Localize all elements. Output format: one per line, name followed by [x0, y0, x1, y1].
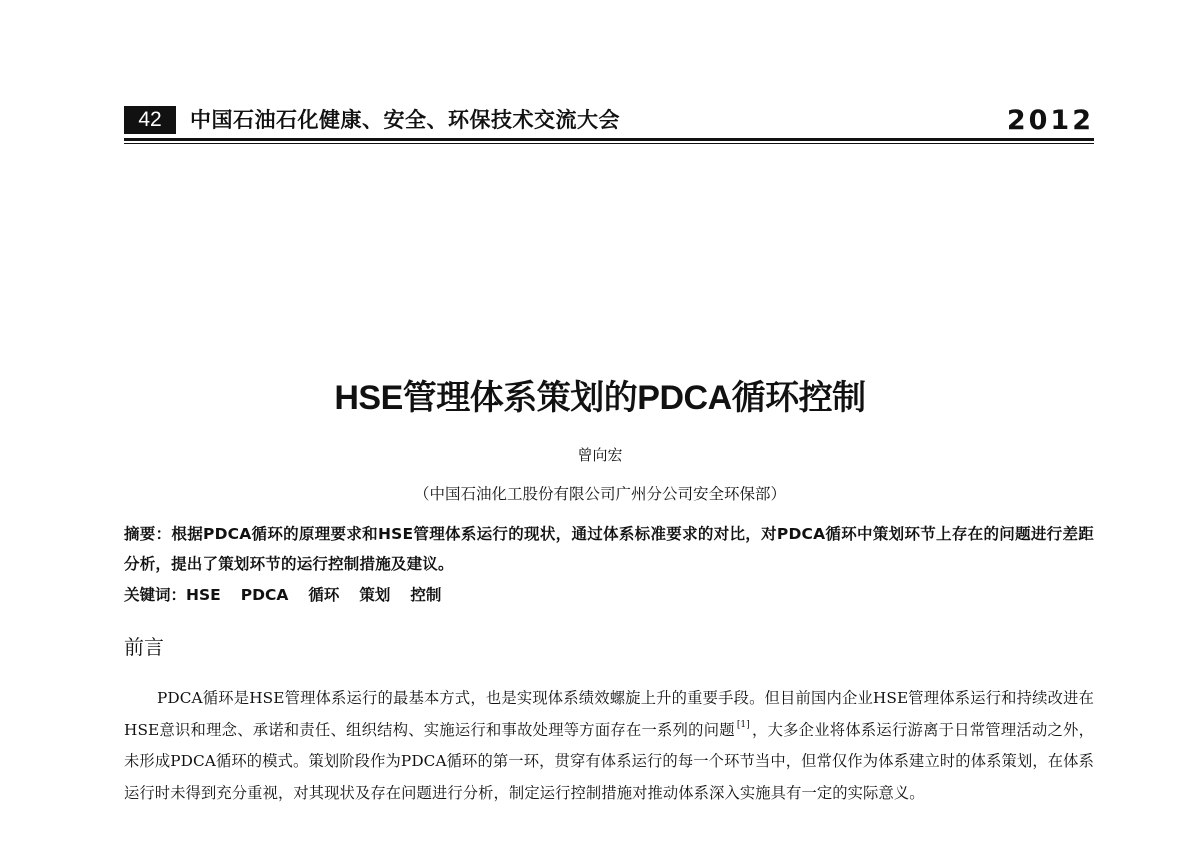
- keyword: HSE: [186, 586, 221, 604]
- keywords-label: 关键词：: [124, 586, 187, 604]
- section-heading: 前言: [124, 635, 164, 659]
- keywords: [124, 581, 1094, 609]
- keyword: 循环: [308, 586, 340, 604]
- header-year: 2012: [1006, 105, 1094, 136]
- paper-title: HSE管理体系策划的PDCA循环控制: [334, 379, 866, 417]
- keyword: 策划: [359, 586, 391, 604]
- author-affiliation: （中国石油化工股份有限公司广州分公司安全环保部）: [413, 485, 786, 503]
- keyword: PDCA: [240, 586, 289, 604]
- paragraph-text: PDCA循环是HSE管理体系运行的最基本方式，也是实现体系绩效螺旋上升的重要手段。但目前国内企业HSE管理体系运行和持续改进在HSE意识和理念、承诺和责任、组织结构、实施运行和事故处理等方面存在一系列的问题: [124, 689, 1094, 739]
- running-header: [124, 102, 1094, 142]
- paragraph-text-continued: ，大多企业将体系运行游离于日常管理活动之外，未形成PDCA循环的模式。策划阶段作为PDCA循环的第一环，贯穿有体系运行的每一个环节当中，但常仅作为体系建立时的体系策划，在体系运行时未得到充分重视，对其现状及存在问题进行分析，制定运行控制措施对推动体系深入实施具有一定的实际意义。: [124, 720, 1094, 802]
- author-name: 曾向宏: [577, 446, 623, 464]
- header-rule-thin: [124, 143, 1094, 144]
- journal-title: 中国石油石化健康、安全、环保技术交流大会: [190, 108, 620, 132]
- page-number: 42: [124, 106, 176, 134]
- citation-ref[interactable]: [1]: [736, 719, 750, 730]
- body-paragraph: [124, 683, 1094, 809]
- header-rule: [124, 138, 1094, 141]
- abstract: [124, 519, 1094, 579]
- keyword: 控制: [410, 586, 442, 604]
- abstract-label: 摘要：: [124, 525, 172, 543]
- abstract-text: 根据PDCA循环的原理要求和HSE管理体系运行的现状，通过体系标准要求的对比，对PDCA循环中策划环节上存在的问题进行差距分析，提出了策划环节的运行控制措施及建议。: [124, 525, 1094, 573]
